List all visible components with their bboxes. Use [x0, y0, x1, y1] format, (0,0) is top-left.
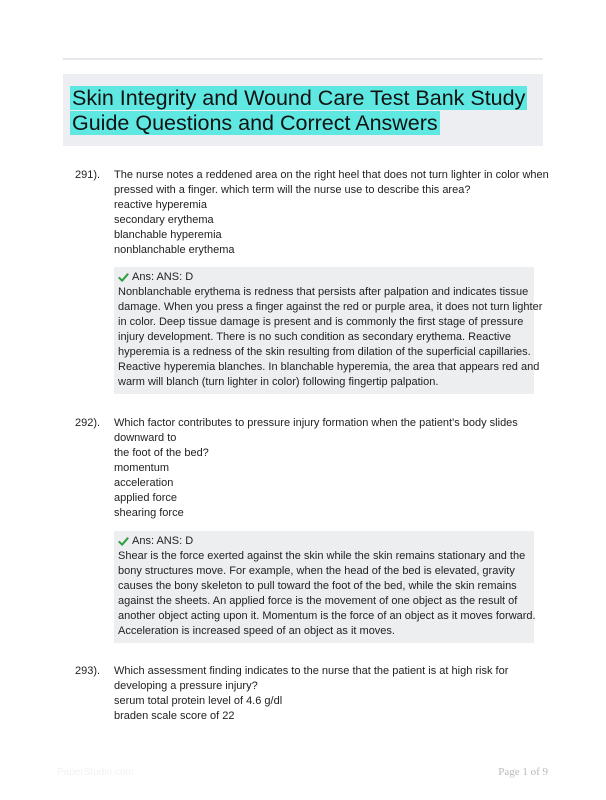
question-line: downward to [114, 432, 177, 444]
page-number: Page 1 of 9 [498, 766, 548, 778]
question-text [114, 416, 540, 521]
top-divider [63, 58, 543, 60]
explanation-line: bony structures move. For example, when the head of the bed is elevated, gravity [118, 565, 515, 577]
check-icon [118, 272, 129, 283]
question-text [114, 664, 540, 724]
question-line: developing a pressure injury? [114, 680, 258, 692]
answer-label: Ans: ANS: D [132, 271, 194, 283]
page-title [70, 86, 540, 136]
question-text [114, 168, 549, 258]
answer-header [118, 270, 534, 285]
explanation-line: against the sheets. An applied force is the movement of one object as the result of [118, 595, 518, 607]
answer-header [118, 534, 534, 549]
explanation-line: damage. When you press a finger against the red or purple area, it does not turn lighter [118, 301, 543, 313]
answer-option: serum total protein level of 4.6 g/dl [114, 695, 283, 707]
question-line: the foot of the bed? [114, 447, 209, 459]
answer-box-291 [114, 267, 543, 394]
explanation-line: warm will blanch (turn lighter in color) following fingertip palpation. [118, 376, 439, 388]
answer-option: secondary erythema [114, 214, 214, 226]
explanation-line: hyperemia is a redness of the skin resulting from dilation of the superficial capillaries. [118, 346, 531, 358]
explanation-line: injury development. There is no such condition as secondary erythema. Reactive [118, 331, 511, 343]
question-number: 292). [75, 417, 101, 429]
check-icon [118, 536, 129, 547]
question-line: pressed with a finger. which term will the nurse use to describe this area? [114, 184, 471, 196]
answer-box-292 [114, 531, 534, 643]
answer-option: momentum [114, 462, 170, 474]
answer-option: nonblanchable erythema [114, 244, 235, 256]
explanation-line: Shear is the force exerted against the skin while the skin remains stationary and the [118, 550, 526, 562]
answer-option: reactive hyperemia [114, 199, 207, 211]
title-line-1: Skin Integrity and Wound Care Test Bank Study [72, 86, 526, 110]
question-line: Which factor contributes to pressure injury formation when the patient's body slides [114, 417, 518, 429]
question-line: Which assessment finding indicates to the nurse that the patient is at high risk for [114, 665, 509, 677]
explanation-line: Nonblanchable erythema is redness that persists after palpation and indicates tissue [118, 286, 529, 298]
answer-option: braden scale score of 22 [114, 710, 235, 722]
explanation-line: Reactive hyperemia blanches. In blanchable hyperemia, the area that appears red and [118, 361, 540, 373]
answer-label: Ans: ANS: D [132, 535, 194, 547]
explanation-line: causes the bony skeleton to pull toward the foot of the bed, while the skin remains [118, 580, 517, 592]
answer-option: blanchable hyperemia [114, 229, 222, 241]
answer-explanation [118, 285, 543, 390]
footer-watermark: PaperStudio.com [57, 767, 134, 778]
question-line: The nurse notes a reddened area on the right heel that does not turn lighter in color when [114, 169, 549, 181]
explanation-line: Acceleration is increased speed of an object as it moves. [118, 625, 395, 637]
explanation-line: another object acting upon it. Momentum is the force of an object as it moves forward. [118, 610, 536, 622]
explanation-line: in color. Deep tissue damage is present and is commonly the first stage of pressure [118, 316, 524, 328]
answer-option: applied force [114, 492, 177, 504]
question-number: 293). [75, 665, 101, 677]
answer-explanation [118, 549, 534, 639]
title-line-2: Guide Questions and Correct Answers [72, 111, 438, 135]
question-number: 291). [75, 169, 101, 181]
answer-option: acceleration [114, 477, 174, 489]
answer-option: shearing force [114, 507, 184, 519]
